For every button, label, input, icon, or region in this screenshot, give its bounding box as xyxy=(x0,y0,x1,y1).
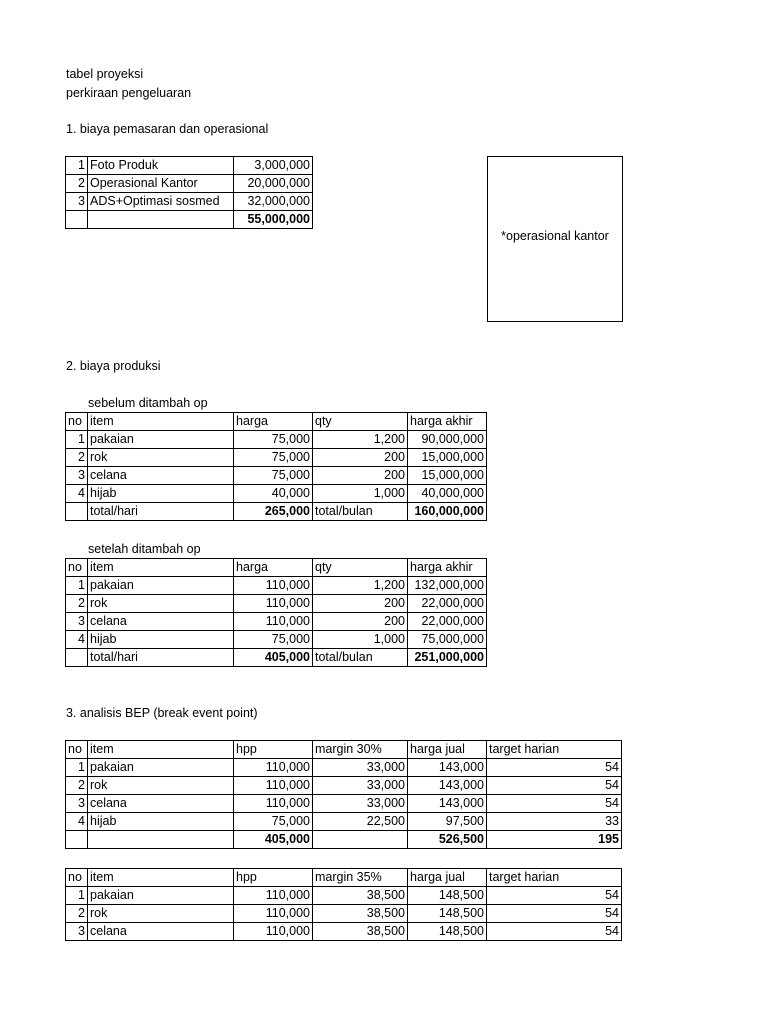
row-target: 33 xyxy=(487,813,622,831)
header-harga: harga xyxy=(234,559,313,577)
row-item: rok xyxy=(88,777,234,795)
empty-cell xyxy=(88,211,234,229)
row-harga-akhir: 22,000,000 xyxy=(408,595,487,613)
row-target: 54 xyxy=(487,795,622,813)
row-hpp: 110,000 xyxy=(234,905,313,923)
table-row xyxy=(66,777,622,795)
row-harga-akhir: 15,000,000 xyxy=(408,467,487,485)
row-no: 4 xyxy=(66,485,88,503)
total-target: 195 xyxy=(487,831,622,849)
row-harga-akhir: 40,000,000 xyxy=(408,485,487,503)
section2-title: 2. biaya produksi xyxy=(66,359,161,373)
table-row xyxy=(66,431,487,449)
table-row xyxy=(66,595,487,613)
row-hpp: 110,000 xyxy=(234,777,313,795)
row-amount: 32,000,000 xyxy=(234,193,313,211)
header-no: no xyxy=(66,413,88,431)
table-header-row xyxy=(66,559,487,577)
header-target: target harian xyxy=(487,869,622,887)
row-qty: 1,200 xyxy=(313,577,408,595)
marketing-cost-table xyxy=(65,156,313,229)
row-qty: 200 xyxy=(313,613,408,631)
row-hpp: 110,000 xyxy=(234,923,313,941)
section1-title: 1. biaya pemasaran dan operasional xyxy=(66,122,269,136)
section3-title: 3. analisis BEP (break event point) xyxy=(66,706,258,720)
document-subtitle: perkiraan pengeluaran xyxy=(66,86,192,100)
row-harga: 110,000 xyxy=(234,613,313,631)
row-harga: 75,000 xyxy=(234,631,313,649)
total-row xyxy=(66,831,622,849)
row-amount: 3,000,000 xyxy=(234,157,313,175)
row-harga-jual: 148,500 xyxy=(408,923,487,941)
table-row xyxy=(66,175,313,193)
total-row xyxy=(66,211,313,229)
row-no: 4 xyxy=(66,631,88,649)
row-margin: 33,000 xyxy=(313,777,408,795)
row-item: celana xyxy=(88,923,234,941)
row-item: celana xyxy=(88,795,234,813)
empty-cell xyxy=(88,831,234,849)
row-harga-akhir: 90,000,000 xyxy=(408,431,487,449)
row-no: 1 xyxy=(66,431,88,449)
production-before-table xyxy=(65,412,487,521)
header-margin: margin 35% xyxy=(313,869,408,887)
total-harga: 405,000 xyxy=(234,649,313,667)
bep-margin35-table xyxy=(65,868,622,941)
empty-cell xyxy=(313,831,408,849)
table-row xyxy=(66,795,622,813)
row-harga-jual: 143,000 xyxy=(408,777,487,795)
row-no: 2 xyxy=(66,777,88,795)
header-item: item xyxy=(88,559,234,577)
row-item: celana xyxy=(88,613,234,631)
table-row xyxy=(66,887,622,905)
table-header-row xyxy=(66,741,622,759)
total-label: total/hari xyxy=(88,649,234,667)
header-item: item xyxy=(88,413,234,431)
row-no: 1 xyxy=(66,759,88,777)
row-amount: 20,000,000 xyxy=(234,175,313,193)
row-item: rok xyxy=(88,595,234,613)
row-target: 54 xyxy=(487,777,622,795)
header-qty: qty xyxy=(313,559,408,577)
total-amount: 55,000,000 xyxy=(234,211,313,229)
row-margin: 38,500 xyxy=(313,887,408,905)
row-hpp: 110,000 xyxy=(234,795,313,813)
row-harga: 40,000 xyxy=(234,485,313,503)
row-no: 2 xyxy=(66,449,88,467)
row-no: 2 xyxy=(66,175,88,193)
row-hpp: 75,000 xyxy=(234,813,313,831)
row-item: pakaian xyxy=(88,759,234,777)
row-harga: 75,000 xyxy=(234,431,313,449)
table-row xyxy=(66,613,487,631)
header-no: no xyxy=(66,559,88,577)
row-harga-akhir: 132,000,000 xyxy=(408,577,487,595)
table-header-row xyxy=(66,869,622,887)
table-row xyxy=(66,157,313,175)
header-no: no xyxy=(66,869,88,887)
total-harga-akhir: 251,000,000 xyxy=(408,649,487,667)
row-harga-jual: 148,500 xyxy=(408,905,487,923)
row-harga: 110,000 xyxy=(234,577,313,595)
total-row xyxy=(66,503,487,521)
table-row xyxy=(66,449,487,467)
bep-margin30-table xyxy=(65,740,622,849)
row-qty: 1,000 xyxy=(313,631,408,649)
table-row xyxy=(66,923,622,941)
row-harga-akhir: 15,000,000 xyxy=(408,449,487,467)
header-margin: margin 30% xyxy=(313,741,408,759)
total-bulan-label: total/bulan xyxy=(313,503,408,521)
empty-cell xyxy=(66,211,88,229)
row-harga: 75,000 xyxy=(234,449,313,467)
header-hpp: hpp xyxy=(234,869,313,887)
row-margin: 33,000 xyxy=(313,759,408,777)
row-margin: 33,000 xyxy=(313,795,408,813)
row-no: 1 xyxy=(66,157,88,175)
row-item: hijab xyxy=(88,631,234,649)
row-no: 3 xyxy=(66,193,88,211)
empty-cell xyxy=(66,503,88,521)
total-harga: 265,000 xyxy=(234,503,313,521)
table-row xyxy=(66,467,487,485)
header-harga-jual: harga jual xyxy=(408,869,487,887)
row-harga-jual: 143,000 xyxy=(408,759,487,777)
production-after-table xyxy=(65,558,487,667)
row-harga-jual: 148,500 xyxy=(408,887,487,905)
header-item: item xyxy=(88,741,234,759)
row-item: rok xyxy=(88,905,234,923)
after-op-caption: setelah ditambah op xyxy=(88,542,201,556)
total-harga-akhir: 160,000,000 xyxy=(408,503,487,521)
row-item: hijab xyxy=(88,813,234,831)
table-row xyxy=(66,759,622,777)
total-row xyxy=(66,649,487,667)
row-harga-jual: 97,500 xyxy=(408,813,487,831)
total-label: total/hari xyxy=(88,503,234,521)
note-text: *operasional kantor xyxy=(501,229,609,243)
row-item: ADS+Optimasi sosmed xyxy=(88,193,234,211)
row-no: 2 xyxy=(66,905,88,923)
row-qty: 200 xyxy=(313,595,408,613)
row-no: 3 xyxy=(66,613,88,631)
header-qty: qty xyxy=(313,413,408,431)
total-hpp: 405,000 xyxy=(234,831,313,849)
row-target: 54 xyxy=(487,905,622,923)
row-harga: 75,000 xyxy=(234,467,313,485)
total-bulan-label: total/bulan xyxy=(313,649,408,667)
row-harga: 110,000 xyxy=(234,595,313,613)
header-harga: harga xyxy=(234,413,313,431)
header-no: no xyxy=(66,741,88,759)
row-target: 54 xyxy=(487,887,622,905)
row-no: 1 xyxy=(66,887,88,905)
row-qty: 200 xyxy=(313,467,408,485)
row-no: 3 xyxy=(66,923,88,941)
row-item: pakaian xyxy=(88,887,234,905)
table-row xyxy=(66,631,487,649)
header-harga-akhir: harga akhir xyxy=(408,559,487,577)
row-hpp: 110,000 xyxy=(234,759,313,777)
header-harga-akhir: harga akhir xyxy=(408,413,487,431)
row-item: rok xyxy=(88,449,234,467)
table-row xyxy=(66,193,313,211)
row-qty: 1,200 xyxy=(313,431,408,449)
header-harga-jual: harga jual xyxy=(408,741,487,759)
row-harga-akhir: 75,000,000 xyxy=(408,631,487,649)
row-item: Foto Produk xyxy=(88,157,234,175)
row-item: Operasional Kantor xyxy=(88,175,234,193)
row-margin: 22,500 xyxy=(313,813,408,831)
row-margin: 38,500 xyxy=(313,923,408,941)
document-title: tabel proyeksi xyxy=(66,67,144,81)
row-margin: 38,500 xyxy=(313,905,408,923)
table-row xyxy=(66,577,487,595)
total-harga-jual: 526,500 xyxy=(408,831,487,849)
row-no: 3 xyxy=(66,467,88,485)
row-harga-jual: 143,000 xyxy=(408,795,487,813)
empty-cell xyxy=(66,831,88,849)
before-op-caption: sebelum ditambah op xyxy=(88,396,208,410)
table-row xyxy=(66,905,622,923)
row-item: pakaian xyxy=(88,577,234,595)
row-harga-akhir: 22,000,000 xyxy=(408,613,487,631)
row-hpp: 110,000 xyxy=(234,887,313,905)
row-qty: 1,000 xyxy=(313,485,408,503)
empty-cell xyxy=(66,649,88,667)
row-item: pakaian xyxy=(88,431,234,449)
row-no: 1 xyxy=(66,577,88,595)
table-row xyxy=(66,485,487,503)
note-box xyxy=(487,156,623,322)
row-qty: 200 xyxy=(313,449,408,467)
header-item: item xyxy=(88,869,234,887)
header-hpp: hpp xyxy=(234,741,313,759)
row-item: celana xyxy=(88,467,234,485)
table-row xyxy=(66,813,622,831)
row-item: hijab xyxy=(88,485,234,503)
header-target: target harian xyxy=(487,741,622,759)
table-header-row xyxy=(66,413,487,431)
row-target: 54 xyxy=(487,759,622,777)
row-no: 2 xyxy=(66,595,88,613)
row-no: 4 xyxy=(66,813,88,831)
row-target: 54 xyxy=(487,923,622,941)
row-no: 3 xyxy=(66,795,88,813)
